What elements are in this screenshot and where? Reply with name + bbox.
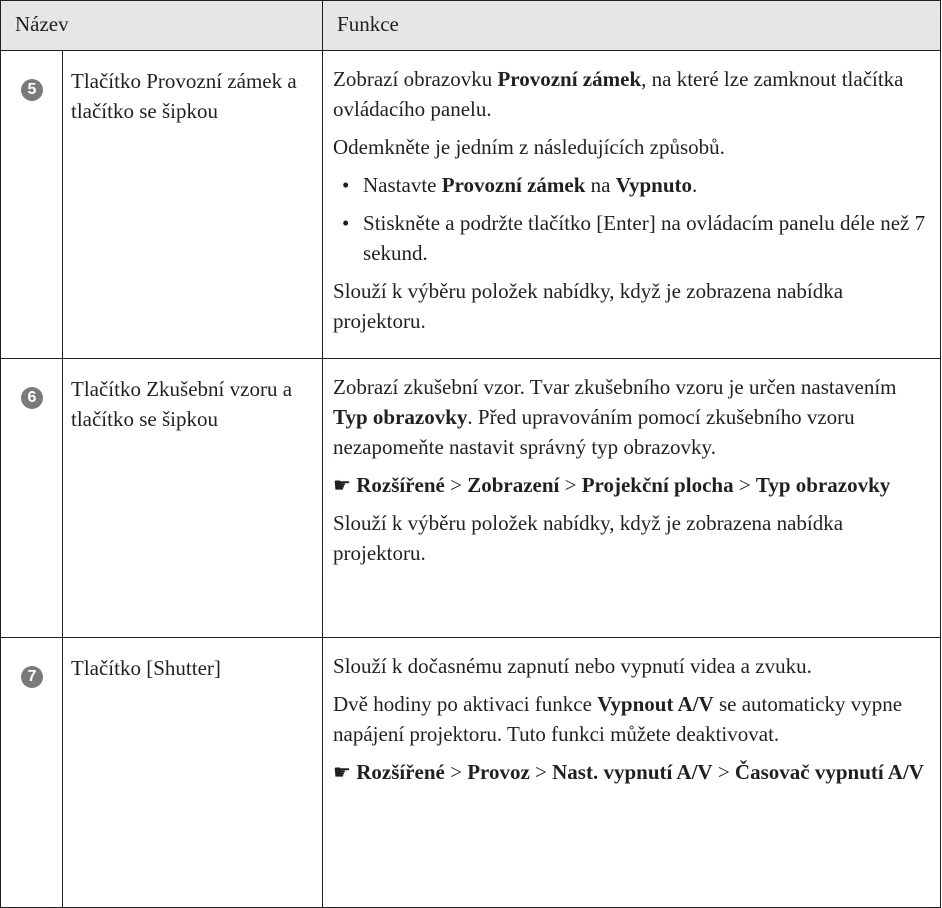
row-function bbox=[323, 638, 941, 908]
row-name: Tlačítko [Shutter] bbox=[63, 638, 323, 908]
row-name: Tlačítko Provozní zámek a tlačítko se šipkou bbox=[63, 51, 323, 359]
table-row bbox=[1, 51, 941, 359]
pointing-hand-icon: ☛ bbox=[333, 473, 351, 497]
number-badge-icon: 6 bbox=[21, 387, 43, 409]
list-item: • Nastavte Provozní zámek na Vypnuto. bbox=[333, 170, 930, 200]
table-row bbox=[1, 638, 941, 908]
description: Slouží k výběru položek nabídky, když je zobrazena nabídka projektoru. bbox=[333, 279, 844, 333]
menu-path: ☛ Rozšířené > Zobrazení > Projekční plocha > Typ obrazovky bbox=[333, 473, 891, 497]
row-number-cell bbox=[1, 51, 63, 359]
row-function bbox=[323, 51, 941, 359]
description: Zobrazí obrazovku Provozní zámek, na které lze zamknout tlačítka ovládacího panelu. bbox=[333, 67, 904, 121]
bullet-list bbox=[333, 170, 930, 268]
table-header-row bbox=[1, 1, 941, 51]
row-name: Tlačítko Zkušební vzoru a tlačítko se šipkou bbox=[63, 359, 323, 638]
description: Odemkněte je jedním z následujících způsobů. bbox=[333, 135, 725, 159]
number-badge-icon: 7 bbox=[21, 666, 43, 688]
pointing-hand-icon: ☛ bbox=[333, 760, 351, 784]
header-function: Funkce bbox=[323, 1, 941, 51]
header-name: Název bbox=[1, 1, 323, 51]
row-number-cell bbox=[1, 359, 63, 638]
description: Dvě hodiny po aktivaci funkce Vypnout A/V se automaticky vypne napájení projektoru. Tuto funkci můžete deaktivovat. bbox=[333, 692, 903, 746]
row-function bbox=[323, 359, 941, 638]
menu-path: ☛ Rozšířené > Provoz > Nast. vypnutí A/V > Časovač vypnutí A/V bbox=[333, 760, 924, 784]
description: Slouží k dočasnému zapnutí nebo vypnutí videa a zvuku. bbox=[333, 654, 812, 678]
list-item: • Stiskněte a podržte tlačítko [Enter] na ovládacím panelu déle než 7 sekund. bbox=[333, 208, 930, 268]
row-number-cell bbox=[1, 638, 63, 908]
number-badge-icon: 5 bbox=[21, 79, 43, 101]
description: Zobrazí zkušební vzor. Tvar zkušebního vzoru je určen nastavením Typ obrazovky. Před upravováním pomocí zkušebního vzoru nezapomeňte nastavit správný typ obrazovky. bbox=[333, 375, 897, 459]
table-row bbox=[1, 359, 941, 638]
description: Slouží k výběru položek nabídky, když je zobrazena nabídka projektoru. bbox=[333, 511, 844, 565]
